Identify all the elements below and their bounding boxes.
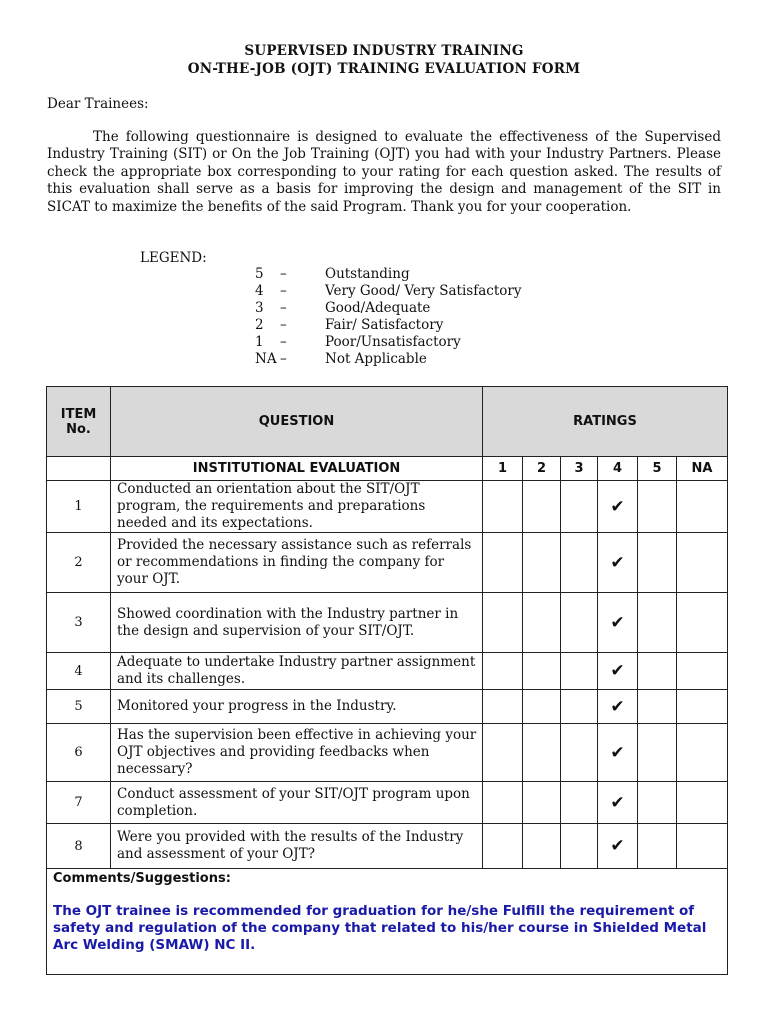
table-row: [47, 824, 728, 869]
rating-cell-2[interactable]: [523, 653, 561, 690]
question-text: Adequate to undertake Industry partner assignment and its challenges.: [111, 653, 483, 690]
legend-item: [255, 300, 521, 317]
rating-cell-4[interactable]: [598, 481, 638, 533]
rating-cell-3[interactable]: [561, 782, 598, 824]
question-text: Provided the necessary assistance such as referrals or recommendations in finding the company for your OJT.: [111, 533, 483, 593]
legend-desc: Outstanding: [325, 266, 410, 282]
rating-cell-5[interactable]: [638, 533, 677, 593]
rating-cell-3[interactable]: [561, 481, 598, 533]
form-title-line1: SUPERVISED INDUSTRY TRAINING: [244, 43, 524, 59]
table-row: [47, 653, 728, 690]
rating-cell-na[interactable]: [677, 533, 728, 593]
question-text: Monitored your progress in the Industry.: [111, 690, 483, 724]
check-mark-icon: ✔: [610, 836, 625, 856]
rating-cell-5[interactable]: [638, 782, 677, 824]
rating-cell-2[interactable]: [523, 690, 561, 724]
rating-cell-5[interactable]: [638, 724, 677, 782]
rating-cell-4[interactable]: [598, 782, 638, 824]
rating-cell-1[interactable]: [483, 533, 523, 593]
legend-key: 1: [255, 334, 264, 350]
item-number: 3: [47, 593, 111, 653]
rating-cell-4[interactable]: [598, 690, 638, 724]
legend-desc: Good/Adequate: [325, 300, 431, 316]
legend-desc: Fair/ Satisfactory: [325, 317, 444, 333]
rating-cell-1[interactable]: [483, 653, 523, 690]
rating-cell-3[interactable]: [561, 824, 598, 869]
ratings-header: RATINGS: [483, 387, 728, 457]
rating-cell-1[interactable]: [483, 690, 523, 724]
rating-cell-4[interactable]: [598, 593, 638, 653]
rating-cell-2[interactable]: [523, 533, 561, 593]
rating-cell-4[interactable]: [598, 653, 638, 690]
rating-cell-4[interactable]: [598, 824, 638, 869]
check-mark-icon: ✔: [610, 742, 625, 763]
rating-cell-na[interactable]: [677, 724, 728, 782]
question-text: Conduct assessment of your SIT/OJT program upon completion.: [111, 782, 483, 824]
rating-cell-5[interactable]: [638, 593, 677, 653]
rating-cell-na[interactable]: [677, 481, 728, 533]
legend-desc: Very Good/ Very Satisfactory: [325, 283, 522, 299]
table-row: [47, 690, 728, 724]
item-no-header: ITEM No.: [47, 387, 111, 457]
check-mark-icon: ✔: [610, 552, 625, 573]
rating-cell-2[interactable]: [523, 724, 561, 782]
question-text: Has the supervision been effective in achieving your OJT objectives and providing feedbacks when necessary?: [111, 724, 483, 782]
check-mark-icon: ✔: [610, 661, 625, 681]
table-row: [47, 724, 728, 782]
evaluation-table: [46, 386, 728, 975]
legend-item: [255, 334, 521, 351]
legend-dash: –: [280, 351, 287, 367]
rating-col-header: 1: [483, 457, 523, 481]
rating-cell-na[interactable]: [677, 690, 728, 724]
check-mark-icon: ✔: [610, 696, 625, 717]
legend-title: LEGEND:: [140, 250, 207, 266]
question-text: Were you provided with the results of the Industry and assessment of your OJT?: [111, 824, 483, 869]
rating-cell-5[interactable]: [638, 653, 677, 690]
intro-paragraph: The following questionnaire is designed to evaluate the effectiveness of the Supervised Industry Training (SIT) or On the Job Training (OJT) you had with your Industry Partners. Please check the appropriate box corresponding to your rating for each question asked. The results of this evaluation shall serve as a basis for improving the design and management of the SIT in SICAT to maximize the benefits of the said Program. Thank you for your cooperation.: [47, 129, 721, 215]
item-number: 4: [47, 653, 111, 690]
table-row: [47, 593, 728, 653]
rating-cell-2[interactable]: [523, 824, 561, 869]
salutation: Dear Trainees:: [47, 96, 149, 112]
item-number: 5: [47, 690, 111, 724]
legend-desc: Poor/Unsatisfactory: [325, 334, 461, 350]
comments-text: The OJT trainee is recommended for graduation for he/she Fulfill the requirement of safety and regulation of the company that related to his/her course in Shielded Metal Arc Welding (SMAW) NC II.: [53, 903, 707, 953]
section-title: INSTITUTIONAL EVALUATION: [111, 457, 483, 481]
rating-cell-2[interactable]: [523, 593, 561, 653]
rating-col-header: 3: [561, 457, 598, 481]
legend-key: 2: [255, 317, 264, 333]
legend-key: 4: [255, 283, 264, 299]
rating-cell-na[interactable]: [677, 653, 728, 690]
item-number: 6: [47, 724, 111, 782]
question-text: Conducted an orientation about the SIT/OJT program, the requirements and preparations needed and its expectations.: [111, 481, 483, 533]
legend-dash: –: [280, 317, 287, 333]
rating-cell-1[interactable]: [483, 593, 523, 653]
legend-dash: –: [280, 300, 287, 316]
rating-cell-3[interactable]: [561, 653, 598, 690]
rating-col-header: NA: [677, 457, 728, 481]
item-number: 8: [47, 824, 111, 869]
legend-dash: –: [280, 334, 287, 350]
table-row: [47, 533, 728, 593]
rating-cell-3[interactable]: [561, 690, 598, 724]
legend-item: [255, 351, 521, 368]
question-header: QUESTION: [111, 387, 483, 457]
check-mark-icon: ✔: [610, 792, 625, 813]
rating-col-header: 4: [598, 457, 638, 481]
legend-item: [255, 283, 521, 300]
table-row: [47, 481, 728, 533]
rating-cell-4[interactable]: [598, 533, 638, 593]
blank-cell: [47, 457, 111, 481]
rating-cell-5[interactable]: [638, 824, 677, 869]
rating-cell-na[interactable]: [677, 782, 728, 824]
legend-key: 3: [255, 300, 264, 316]
legend-key: NA: [255, 351, 277, 367]
rating-col-header: 2: [523, 457, 561, 481]
legend-dash: –: [280, 283, 287, 299]
rating-cell-na[interactable]: [677, 824, 728, 869]
item-number: 1: [47, 481, 111, 533]
legend-list: [255, 266, 521, 368]
rating-cell-5[interactable]: [638, 690, 677, 724]
legend-item: [255, 317, 521, 334]
rating-cell-1[interactable]: [483, 481, 523, 533]
comments-box: [47, 869, 728, 975]
form-title-line2: ON-THE-JOB (OJT) TRAINING EVALUATION FORM: [187, 61, 581, 77]
rating-cell-3[interactable]: [561, 593, 598, 653]
rating-cell-5[interactable]: [638, 481, 677, 533]
question-text: Showed coordination with the Industry partner in the design and supervision of your SIT/OJT.: [111, 593, 483, 653]
rating-cell-2[interactable]: [523, 481, 561, 533]
rating-cell-na[interactable]: [677, 593, 728, 653]
rating-col-header: 5: [638, 457, 677, 481]
rating-cell-3[interactable]: [561, 724, 598, 782]
rating-cell-1[interactable]: [483, 782, 523, 824]
legend-key: 5: [255, 266, 264, 282]
legend-dash: –: [280, 266, 287, 282]
item-number: 7: [47, 782, 111, 824]
rating-cell-1[interactable]: [483, 824, 523, 869]
rating-cell-3[interactable]: [561, 533, 598, 593]
rating-cell-2[interactable]: [523, 782, 561, 824]
rating-cell-1[interactable]: [483, 724, 523, 782]
check-mark-icon: ✔: [610, 612, 625, 633]
legend-desc: Not Applicable: [325, 351, 427, 367]
rating-cell-4[interactable]: [598, 724, 638, 782]
item-number: 2: [47, 533, 111, 593]
check-mark-icon: ✔: [610, 496, 625, 517]
table-row: [47, 782, 728, 824]
legend-item: [255, 266, 521, 283]
comments-label: Comments/Suggestions:: [53, 871, 231, 886]
